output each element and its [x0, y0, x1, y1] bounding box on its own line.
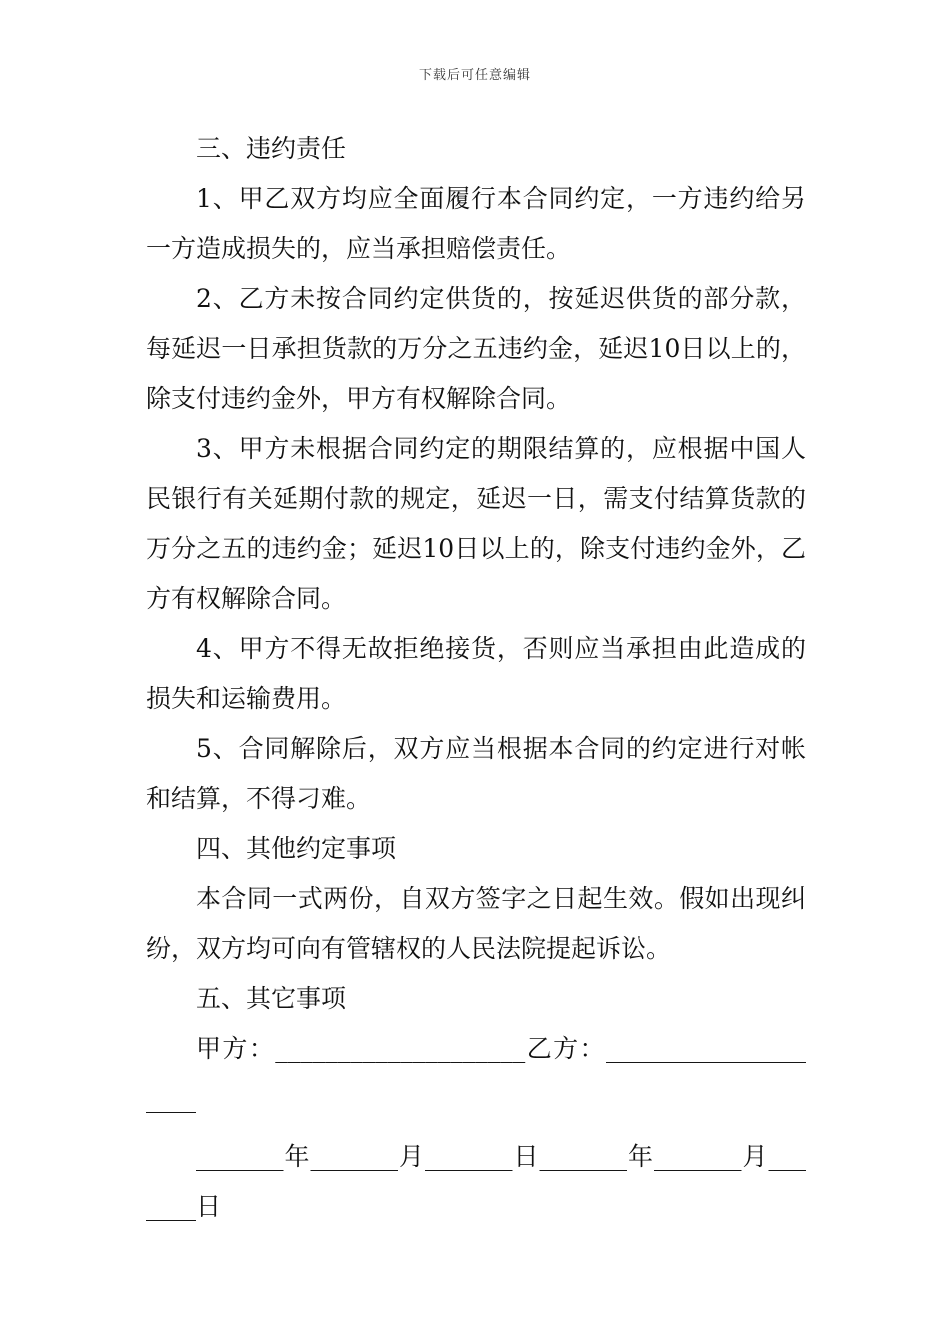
clause-3: 3、甲方未根据合同约定的期限结算的，应根据中国人民银行有关延期付款的规定，延迟一日，需支付结算货款的万分之五的违约金；延迟10日以上的，除支付违约金外，乙方有权解除合同。	[146, 434, 806, 613]
section-title-other-terms: 四、其他约定事项	[196, 834, 397, 863]
document-body	[146, 124, 806, 1232]
clause-2: 2、乙方未按合同约定供货的，按延迟供货的部分款，每延迟一日承担货款的万分之五违约金，延迟10日以上的，除支付违约金外，甲方有权解除合同。	[146, 284, 806, 413]
other-terms-text: 本合同一式两份，自双方签字之日起生效。假如出现纠纷，双方均可向有管辖权的人民法院提起诉讼。	[146, 884, 806, 963]
signature-parties-line: 甲方：____________________乙方：____________________	[146, 1034, 806, 1113]
page-header-note: 下载后可任意编辑	[418, 68, 531, 83]
clause-4: 4、甲方不得无故拒绝接货，否则应当承担由此造成的损失和运输费用。	[146, 634, 806, 713]
signature-date-line: _______年_______月_______日_______年_______月_______日	[146, 1142, 806, 1221]
section-title-breach-liability: 三、违约责任	[196, 134, 347, 163]
clause-1: 1、甲乙双方均应全面履行本合同约定，一方违约给另一方造成损失的，应当承担赔偿责任。	[146, 184, 806, 263]
clause-5: 5、合同解除后，双方应当根据本合同的约定进行对帐和结算，不得刁难。	[146, 734, 806, 813]
section-title-other-matters: 五、其它事项	[196, 984, 347, 1013]
